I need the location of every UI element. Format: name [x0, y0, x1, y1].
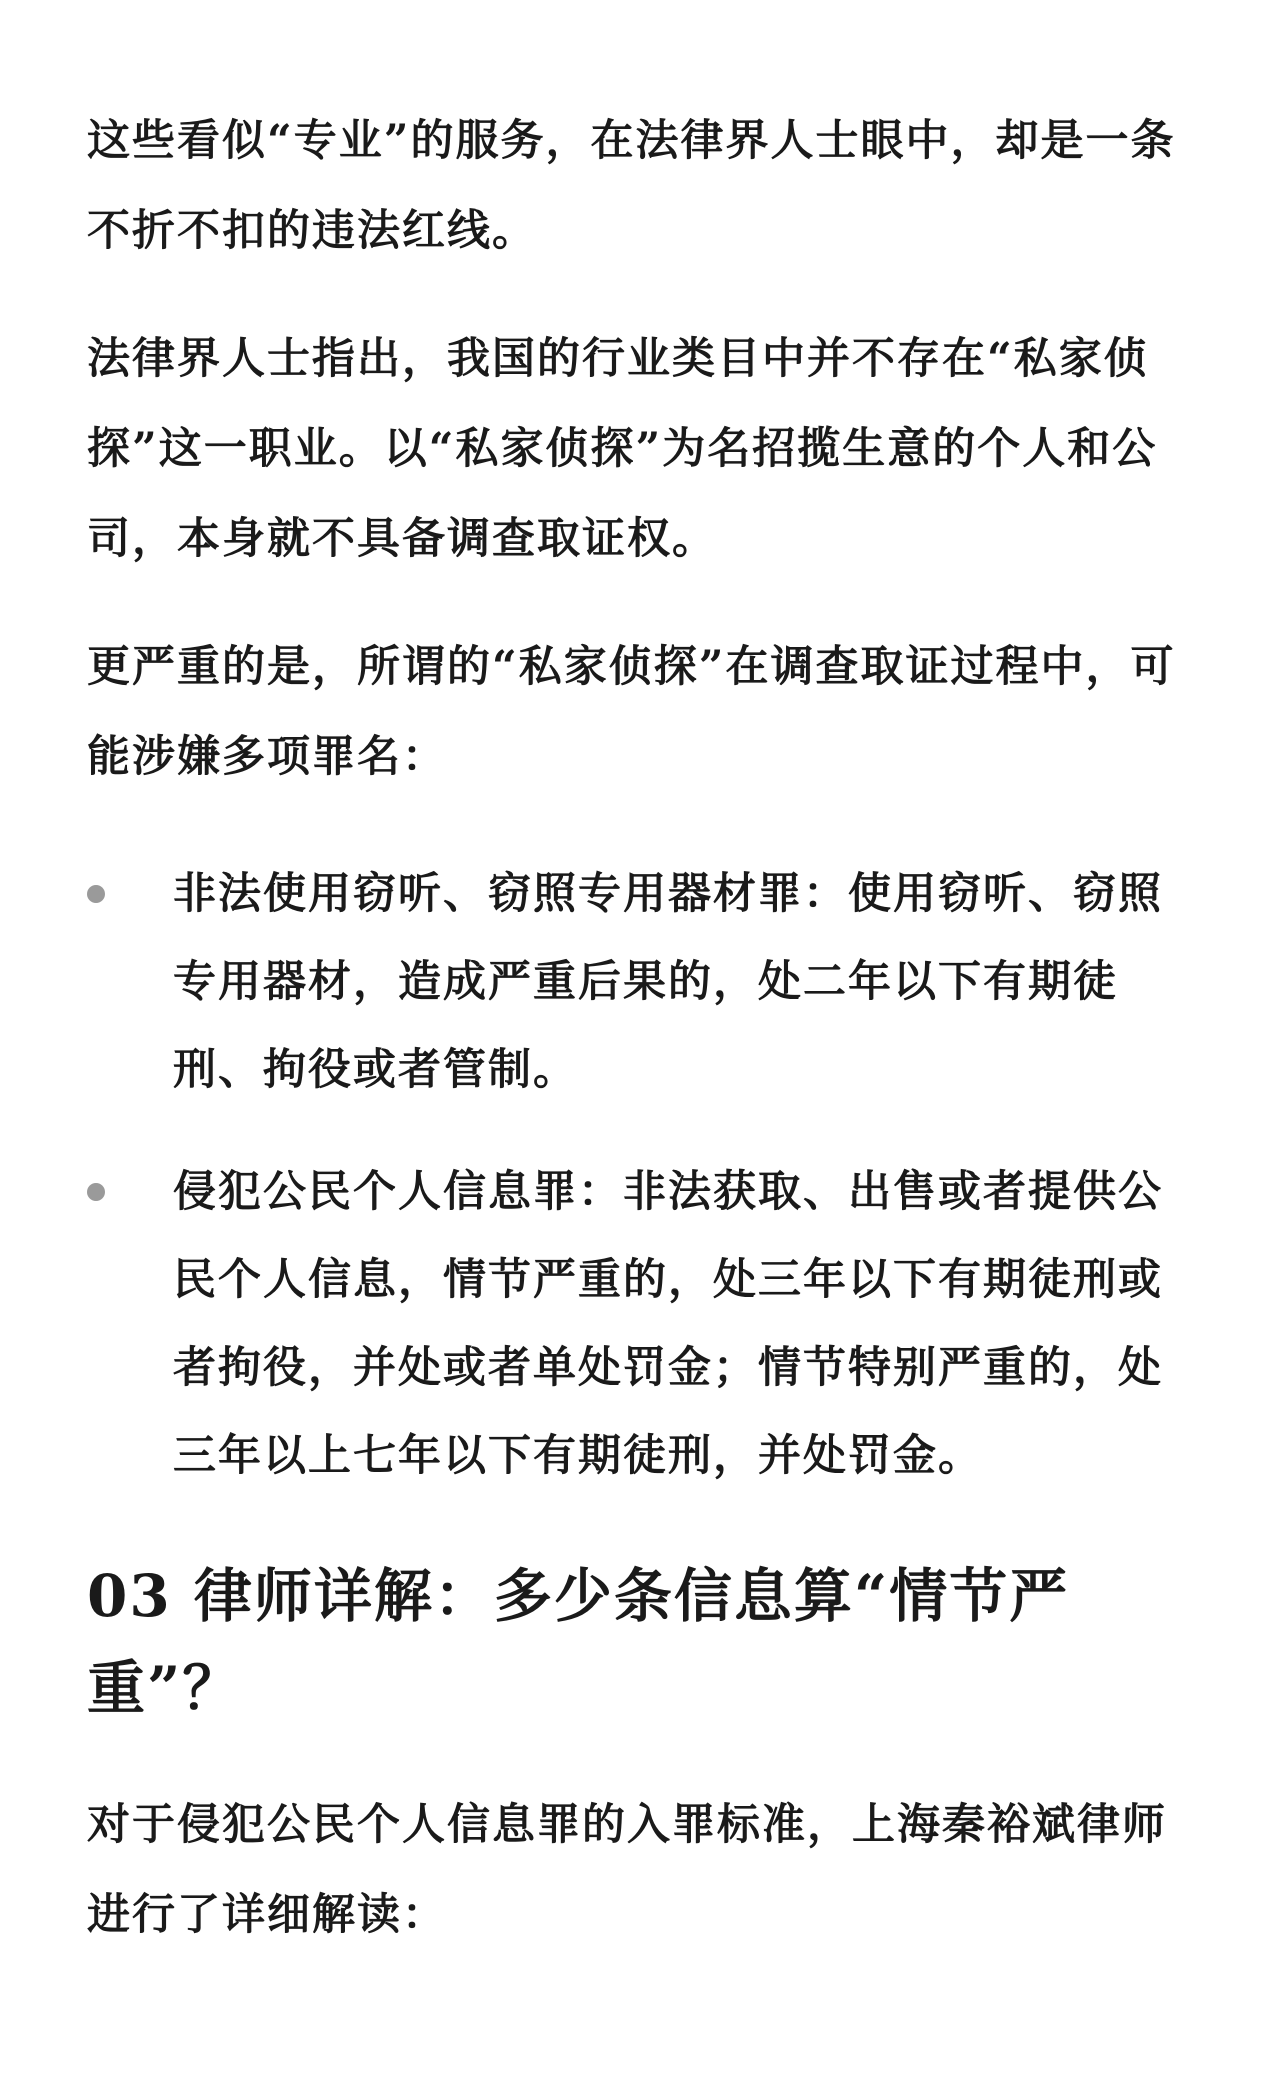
list-item — [87, 850, 1193, 1114]
list-item — [87, 1148, 1193, 1500]
paragraph-2: 法律界人士指出，我国的行业类目中并不存在“私家侦探”这一职业。以“私家侦探”为名招揽生意的个人和公司，本身就不具备调查取证权。 — [87, 334, 1158, 564]
paragraph-1: 这些看似“专业”的服务，在法律界人士眼中，却是一条不折不扣的违法红线。 — [87, 116, 1176, 256]
list-item-text: 非法使用窃听、窃照专用器材罪：使用窃听、窃照专用器材，造成严重后果的，处二年以下有期徒刑、拘役或者管制。 — [173, 869, 1163, 1095]
paragraph-3: 更严重的是，所谓的“私家侦探”在调查取证过程中，可能涉嫌多项罪名： — [87, 642, 1176, 782]
article-body — [87, 96, 1193, 1998]
section-heading: 03 律师详解：多少条信息算“情节严重”？ — [87, 1562, 1070, 1722]
list-item-text: 侵犯公民个人信息罪：非法获取、出售或者提供公民个人信息，情节严重的，处三年以下有期徒刑或者拘役，并处或者单处罚金；情节特别严重的，处三年以上七年以下有期徒刑，并处罚金。 — [173, 1167, 1163, 1481]
bullet-icon — [87, 885, 105, 903]
bullet-icon — [87, 1183, 105, 1201]
charges-list — [87, 850, 1193, 1500]
closing-paragraph: 对于侵犯公民个人信息罪的入罪标准，上海秦裕斌律师进行了详细解读： — [87, 1800, 1167, 1940]
